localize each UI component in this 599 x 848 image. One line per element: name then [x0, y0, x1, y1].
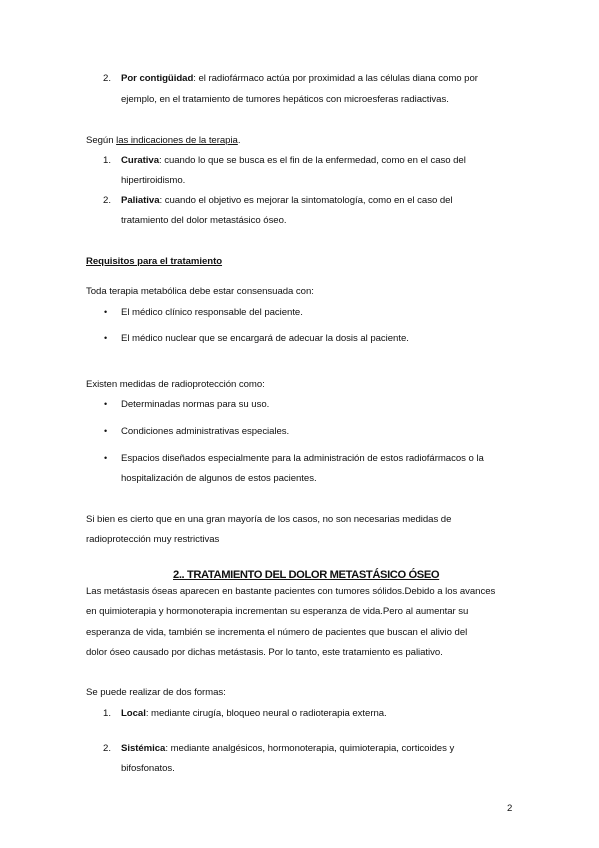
- text-line: tratamiento del dolor metastásico óseo.: [121, 215, 287, 226]
- bullet-icon: •: [104, 307, 108, 317]
- paragraph-line: Si bien es cierto que en una gran mayoría de los casos, no son necesarias medidas de: [86, 514, 452, 525]
- term-paliativa: Paliativa: [121, 195, 160, 206]
- text-line: ejemplo, en el tratamiento de tumores hepáticos con microesferas radiactivas.: [121, 94, 449, 105]
- text-line: hipertiroidismo.: [121, 175, 186, 186]
- text: : mediante cirugía, bloqueo neural o radioterapia externa.: [145, 708, 387, 719]
- text-line: bifosfonatos.: [121, 763, 175, 774]
- list-number: 1.: [103, 155, 112, 166]
- list-number: 1.: [103, 708, 112, 719]
- bullet-icon: •: [104, 399, 108, 409]
- list-number: 2.: [103, 195, 112, 206]
- list-item: El médico nuclear que se encargará de adecuar la dosis al paciente.: [121, 333, 409, 344]
- term-local: Local: [121, 708, 146, 719]
- bullet-icon: •: [104, 333, 108, 343]
- radioproteccion-intro: Existen medidas de radioprotección como:: [86, 379, 265, 390]
- paragraph-line: radioprotección muy restrictivas: [86, 534, 220, 545]
- indicaciones-intro: [86, 134, 240, 147]
- list-item: El médico clínico responsable del paciente.: [121, 307, 303, 318]
- list-item: Condiciones administrativas especiales.: [121, 426, 290, 437]
- list-item-paliativa: [121, 194, 453, 207]
- text: : el radiofármaco actúa por proximidad a las células diana como por: [193, 73, 478, 84]
- list-item: Espacios diseñados especialmente para la administración de estos radiofármacos o la: [121, 453, 484, 464]
- formas-intro: Se puede realizar de dos formas:: [86, 687, 226, 698]
- text: : mediante analgésicos, hormonoterapia, quimioterapia, corticoides y: [165, 743, 455, 754]
- text-line: hospitalización de algunos de estos pacientes.: [121, 473, 317, 484]
- list-item: Determinadas normas para su uso.: [121, 399, 270, 410]
- section-heading-requisitos: Requisitos para el tratamiento: [86, 256, 223, 267]
- term-sistemica: Sistémica: [121, 743, 166, 754]
- list-number: 2.: [103, 73, 112, 84]
- requisitos-intro: Toda terapia metabólica debe estar consensuada con:: [86, 286, 314, 297]
- text: Según: [86, 135, 117, 146]
- bullet-icon: •: [104, 453, 108, 463]
- list-item-local: [121, 707, 387, 720]
- paragraph-line: en quimioterapia y hormonoterapia incrementan su esperanza de vida.Pero al aumentar su: [86, 606, 469, 617]
- page-number: 2: [507, 803, 513, 814]
- list-item-sistemica: [121, 742, 454, 755]
- section-heading-2: 2.. TRATAMIENTO DEL DOLOR METASTÁSICO ÓSEO: [173, 569, 440, 581]
- text: .: [237, 135, 241, 146]
- text: : cuando el objetivo es mejorar la sintomatología, como en el caso del: [159, 195, 453, 206]
- text: : cuando lo que se busca es el fin de la enfermedad, como en el caso del: [159, 155, 466, 166]
- indicaciones-underlined: las indicaciones de la terapia: [116, 135, 238, 146]
- paragraph-line: esperanza de vida, también se incrementa el número de pacientes que buscan el alivio del: [86, 627, 468, 638]
- term-curativa: Curativa: [121, 155, 159, 166]
- list-item-contiguidad: [121, 72, 478, 85]
- paragraph-line: dolor óseo causado por dichas metástasis. Por lo tanto, este tratamiento es paliativo.: [86, 647, 443, 658]
- list-item-curativa: [121, 154, 466, 167]
- bullet-icon: •: [104, 426, 108, 436]
- paragraph-line: Las metástasis óseas aparecen en bastante pacientes con tumores sólidos.Debido a los avances: [86, 586, 496, 597]
- term-contiguidad: Por contigüidad: [121, 73, 194, 84]
- list-number: 2.: [103, 743, 112, 754]
